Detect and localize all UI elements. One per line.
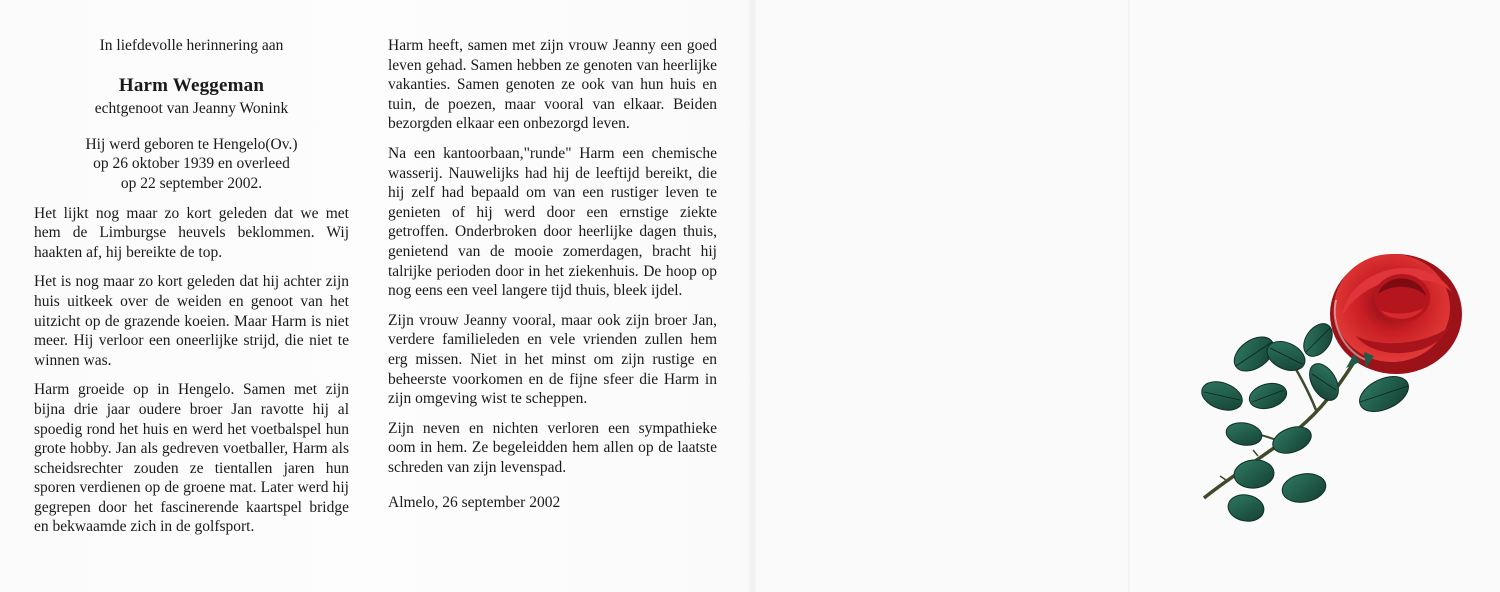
memorial-paragraph: Harm heeft, samen met zijn vrouw Jeanny een goed leven gehad. Samen hebben ze genoten van heerlijke vakanties. Samen genoten ze ook van hun huis en tuin, de poezen, maar vooral van elkaar. Beiden bezorgden elkaar een onbezorgd leven. — [388, 37, 717, 133]
memorial-paragraph: Harm groeide op in Hengelo. Samen met zijn bijna drie jaar oudere broer Jan ravotte hij al spoedig rond het huis en werd het voetbalspel hun grote hobby. Jan als gedreven voetballer, Harm als scheidsrechter zouden ze tientallen jaren hun sporen verdienen op de groene mat. Later werd hij gegrepen door het fascinerende kaartspel bridge en bekwaamde zich in de golfsport. — [34, 381, 349, 536]
deceased-name: Harm Weggeman — [118, 74, 265, 96]
death-line: op 22 september 2002. — [120, 174, 263, 192]
back-fold-line — [1128, 0, 1130, 592]
right-text-column — [388, 36, 717, 513]
left-text-column — [34, 36, 349, 547]
birth-death-statement — [34, 135, 349, 194]
intro-line: In liefdevolle herinnering aan — [99, 37, 284, 54]
memorial-paragraph: Zijn neven en nichten verloren een sympathieke oom in hem. Ze begeleidden hem allen op de laatste schreden van zijn levenspad. — [388, 419, 717, 476]
memorial-paragraph: Het is nog maar zo kort geleden dat hij achter zijn huis uitkeek over de weiden en genoot van het uitzicht op de grazende koeien. Maar Harm is niet meer. Hij verloor een oneerlijke strijd, die niet te winnen was. — [34, 273, 349, 369]
memorial-paragraph: Na een kantoorbaan,"runde" Harm een chemische wasserij. Nauwelijks had hij de leeftijd bereikt, die hij zelf had bepaald om van een rustiger leven te genieten of hij werd door een ernstige ziekte getroffen. Onderbroken door heerlijke dagen thuis, genietend van de mooie zomerdagen, bracht hij talrijke perioden door in het ziekenhuis. De hoop op nog eens een veel langere tijd thuis, bleek ijdel. — [388, 144, 717, 300]
memorial-paragraph: Zijn vrouw Jeanny vooral, maar ook zijn broer Jan, verdere familieleden en vele vrienden zullen hem erg missen. Niet in het minst om zijn rustige en beheerste voorkomen en de fijne sfeer die Harm in zijn omgeving wist te scheppen. — [388, 311, 717, 408]
red-rose-icon — [1196, 236, 1468, 536]
birth-line: Hij werd geboren te Hengelo(Ov.) — [85, 135, 298, 153]
memorial-paragraph: Het lijkt nog maar zo kort geleden dat we met hem de Limburgse heuvels beklommen. Wij haakten af, hij bereikte de top. — [34, 204, 349, 261]
birth-line: op 26 oktober 1939 en overleed — [93, 155, 290, 173]
place-date-signature: Almelo, 26 september 2002 — [388, 494, 561, 512]
spouse-line: echtgenoot van Jeanny Wonink — [94, 100, 289, 118]
